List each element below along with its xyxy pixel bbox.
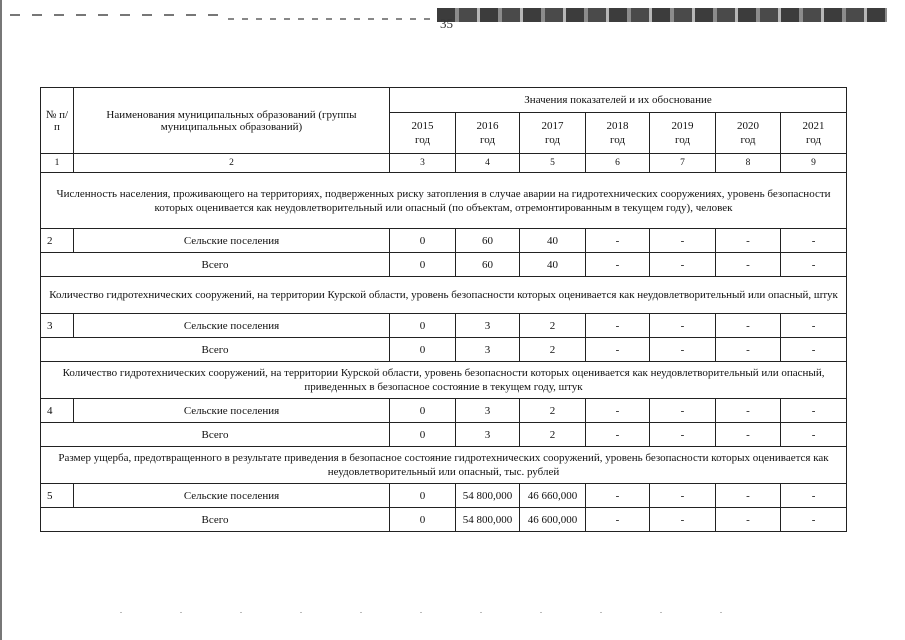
table-row [41, 399, 847, 423]
column-number: 6 [586, 154, 650, 173]
value-cell: 2 [520, 399, 586, 423]
row-name: Сельские поселения [74, 314, 390, 338]
value-cell: - [650, 484, 716, 508]
scan-artifact-dashes [10, 14, 220, 16]
scan-artifact-dashes [228, 18, 438, 20]
page-number: 35 [440, 16, 453, 31]
year-header: 2018 год [586, 113, 650, 154]
section-title: Количество гидротехнических сооружений, на территории Курской области, уровень безопасности которых оценивается как неудовлетворительный или опасный, приведенных в безопасное состояние в текущем году, штук [41, 362, 847, 399]
value-cell: 40 [520, 253, 586, 277]
value-cell: - [716, 399, 781, 423]
value-cell: 54 800,000 [456, 484, 520, 508]
year-header: 2016 год [456, 113, 520, 154]
value-cell: 2 [520, 314, 586, 338]
value-cell: - [650, 508, 716, 532]
section-row [41, 362, 847, 399]
value-cell: 46 600,000 [520, 508, 586, 532]
value-cell: - [716, 229, 781, 253]
section-title: Количество гидротехнических сооружений, на территории Курской области, уровень безопасности которых оценивается как неудовлетворительный или опасный, штук [41, 277, 847, 314]
scan-artifact-bottom [120, 612, 760, 613]
value-cell: 3 [456, 423, 520, 447]
value-cell: 0 [390, 229, 456, 253]
row-name: Сельские поселения [74, 229, 390, 253]
value-cell: - [781, 253, 847, 277]
value-cell: - [586, 508, 650, 532]
total-row [41, 508, 847, 532]
value-cell: 40 [520, 229, 586, 253]
table-row [41, 229, 847, 253]
section-row [41, 447, 847, 484]
value-cell: 46 660,000 [520, 484, 586, 508]
value-cell: - [781, 229, 847, 253]
column-number: 3 [390, 154, 456, 173]
value-cell: - [650, 423, 716, 447]
column-number: 9 [781, 154, 847, 173]
value-cell: - [716, 314, 781, 338]
value-cell: 0 [390, 399, 456, 423]
indicators-table [40, 87, 847, 532]
value-cell: 60 [456, 253, 520, 277]
value-cell: 0 [390, 484, 456, 508]
header-col-numbers-row [41, 154, 847, 173]
value-cell: 0 [390, 314, 456, 338]
value-cell: - [586, 484, 650, 508]
year-header: 2021 год [781, 113, 847, 154]
value-cell: 0 [390, 423, 456, 447]
value-cell: - [781, 399, 847, 423]
row-number: 5 [41, 484, 74, 508]
year-header: 2017 год [520, 113, 586, 154]
column-number: 5 [520, 154, 586, 173]
value-cell: - [650, 399, 716, 423]
value-cell: - [586, 423, 650, 447]
value-cell: 3 [456, 338, 520, 362]
value-cell: - [650, 314, 716, 338]
row-number: 2 [41, 229, 74, 253]
row-name: Всего [41, 253, 390, 277]
year-header: 2019 год [650, 113, 716, 154]
row-number: 4 [41, 399, 74, 423]
column-number: 7 [650, 154, 716, 173]
column-number: 8 [716, 154, 781, 173]
value-cell: - [716, 508, 781, 532]
scan-artifact-top [437, 8, 887, 22]
value-cell: 0 [390, 338, 456, 362]
section-row [41, 277, 847, 314]
value-cell: - [586, 314, 650, 338]
value-cell: 54 800,000 [456, 508, 520, 532]
row-name: Всего [41, 423, 390, 447]
scan-left-edge [0, 0, 2, 640]
header-name: Наименования муниципальных образований (группы муниципальных образований) [74, 88, 390, 154]
value-cell: - [716, 484, 781, 508]
row-name: Всего [41, 338, 390, 362]
row-name: Всего [41, 508, 390, 532]
row-number: 3 [41, 314, 74, 338]
table-row [41, 484, 847, 508]
section-title: Численность населения, проживающего на территориях, подверженных риску затопления в случае аварии на гидротехнических сооружениях, уровень безопасности которых оценивается как неудовлетворительный или опасный (по объектам, отремонтированным в текущем году), человек [41, 173, 847, 229]
value-cell: - [781, 423, 847, 447]
value-cell: 0 [390, 508, 456, 532]
value-cell: - [650, 253, 716, 277]
value-cell: 2 [520, 423, 586, 447]
value-cell: - [650, 229, 716, 253]
value-cell: - [716, 253, 781, 277]
column-number: 4 [456, 154, 520, 173]
value-cell: 3 [456, 314, 520, 338]
value-cell: 2 [520, 338, 586, 362]
value-cell: 0 [390, 253, 456, 277]
year-header: 2020 год [716, 113, 781, 154]
value-cell: - [716, 423, 781, 447]
total-row [41, 253, 847, 277]
value-cell: - [781, 484, 847, 508]
value-cell: - [650, 338, 716, 362]
total-row [41, 338, 847, 362]
year-header: 2015 год [390, 113, 456, 154]
value-cell: - [586, 399, 650, 423]
value-cell: - [781, 314, 847, 338]
column-number: 1 [41, 154, 74, 173]
section-row [41, 173, 847, 229]
header-num: № п/п [41, 88, 74, 154]
value-cell: - [586, 229, 650, 253]
value-cell: - [716, 338, 781, 362]
row-name: Сельские поселения [74, 484, 390, 508]
row-name: Сельские поселения [74, 399, 390, 423]
total-row [41, 423, 847, 447]
value-cell: - [586, 253, 650, 277]
value-cell: 60 [456, 229, 520, 253]
value-cell: - [781, 508, 847, 532]
value-cell: 3 [456, 399, 520, 423]
table-row [41, 314, 847, 338]
header-values: Значения показателей и их обоснование [390, 88, 847, 113]
value-cell: - [781, 338, 847, 362]
column-number: 2 [74, 154, 390, 173]
value-cell: - [586, 338, 650, 362]
section-title: Размер ущерба, предотвращенного в результате приведения в безопасное состояние гидротехнических сооружений, уровень безопасности которых оценивается как неудовлетворительный или опасный, тыс. рублей [41, 447, 847, 484]
